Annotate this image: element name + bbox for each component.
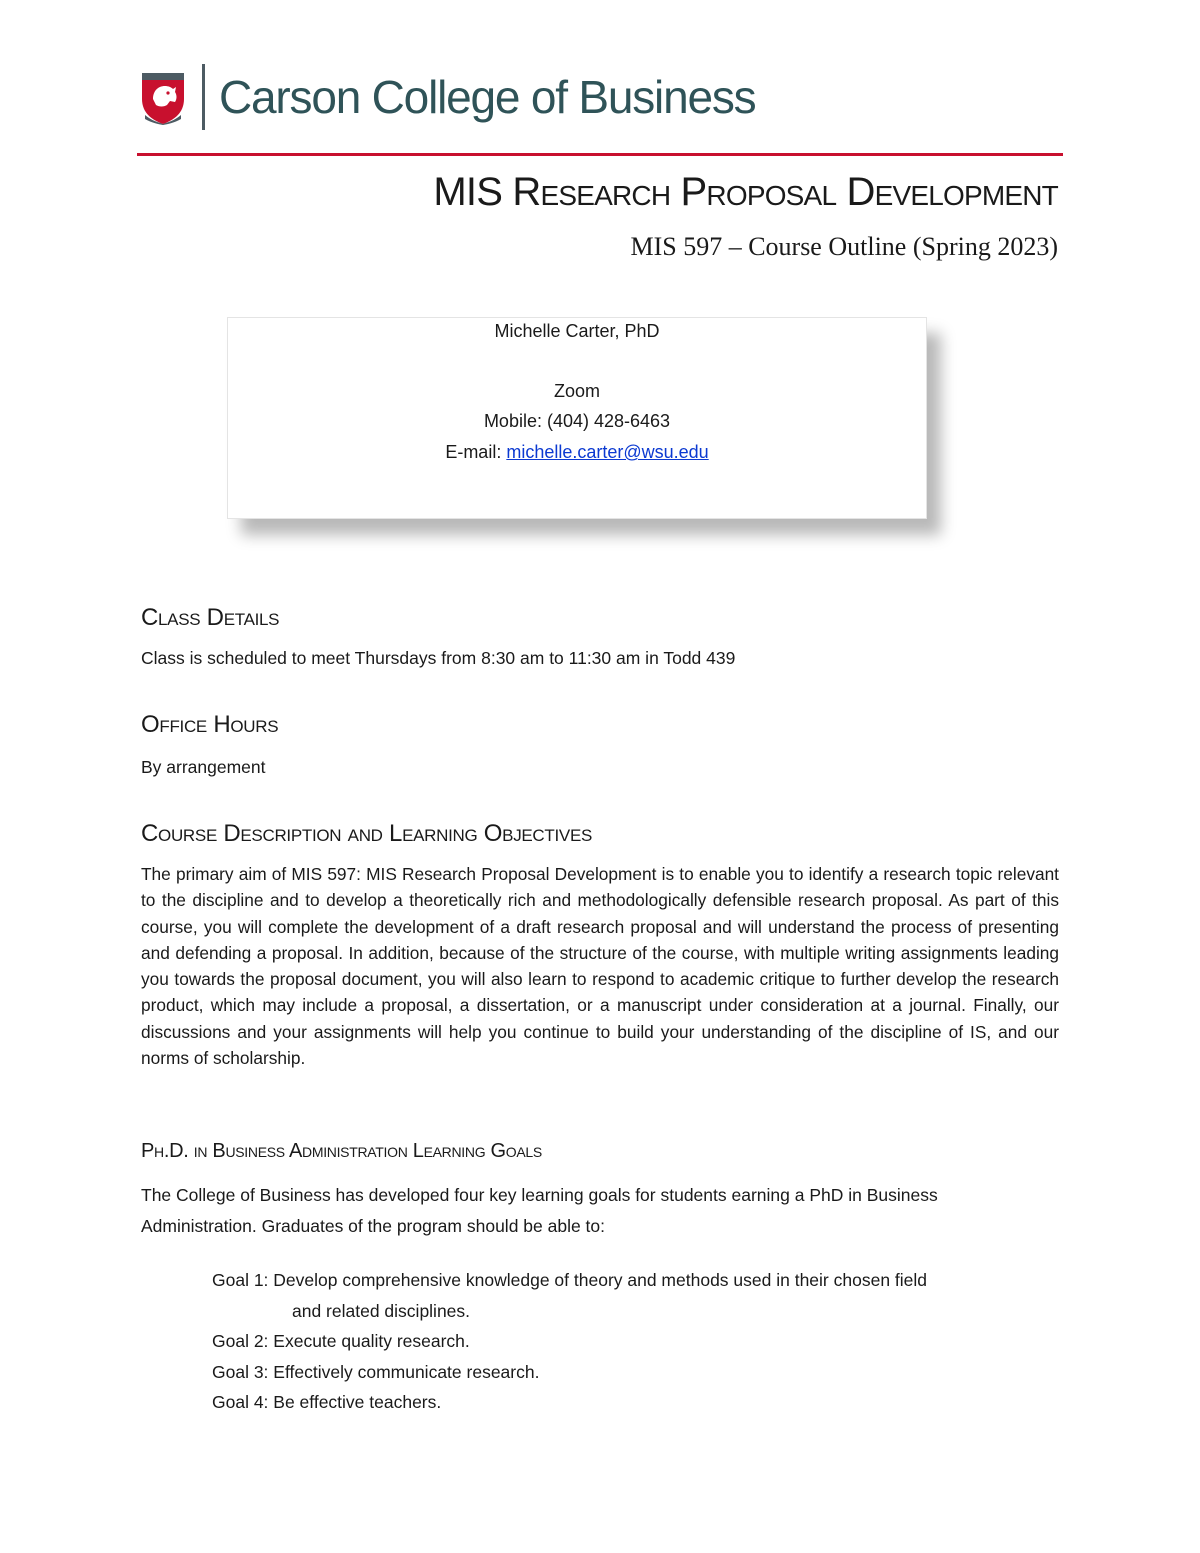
meeting-location: Zoom [553,381,600,401]
instructor-email-row [228,442,926,463]
cougar-shield-icon [140,69,186,125]
learning-goals-heading: Ph.D. in Business Administration Learning Goals [141,1140,542,1162]
email-link[interactable]: michelle.carter@wsu.edu [506,442,709,462]
course-description-text: The primary aim of MIS 597: MIS Research Proposal Development is to enable you to identify a research topic relevant to the discipline and to develop a theoretically rich and methodologically defensible research proposal. As part of this course, you will complete the development of a draft research proposal and will understand the process of presenting and defending a proposal. In addition, because of the structure of the course, with multiple writing assignments leading you towards the proposal document, you will also learn to respond to academic critique to further develop the research product, which may include a proposal, a dissertation, or a manuscript under consideration at a journal. Finally, our discussions and your assignments will help you continue to build your understanding of the discipline of IS, and our norms of scholarship. [141,864,1059,1069]
goal-1-continued: and related disciplines. [292,1300,471,1321]
college-logo [140,62,755,132]
class-details-text: Class is scheduled to meet Thursdays from 8:30 am to 11:30 am in Todd 439 [141,648,736,668]
instructor-mobile: Mobile: (404) 428-6463 [483,411,671,431]
instructor-contact-box [227,317,927,519]
course-description-heading: Course Description and Learning Objectives [141,820,593,847]
learning-goals-intro-line2: Administration. Graduates of the program should be able to: [141,1216,606,1236]
goal-4: Goal 4: Be effective teachers. [212,1392,442,1412]
office-hours-text: By arrangement [141,757,266,777]
class-details-heading: Class Details [141,604,280,631]
page-subtitle: MIS 597 – Course Outline (Spring 2023) [630,232,1058,261]
logo-divider [202,64,205,130]
learning-goals-intro-line1: The College of Business has developed four key learning goals for students earning a PhD in Business [141,1185,938,1205]
learning-goals-list [212,1265,1032,1418]
goal-3: Goal 3: Effectively communicate research. [212,1361,540,1382]
instructor-name: Michelle Carter, PhD [494,321,660,341]
goal-1: Goal 1: Develop comprehensive knowledge of theory and methods used in their chosen field [212,1270,928,1290]
email-label: E-mail: [445,442,507,462]
page-title: MIS Research Proposal Development [433,170,1058,214]
college-name: Carson College of Business [219,71,756,123]
header-rule [137,153,1063,156]
office-hours-heading: Office Hours [141,711,279,738]
goal-2: Goal 2: Execute quality research. [212,1331,470,1351]
